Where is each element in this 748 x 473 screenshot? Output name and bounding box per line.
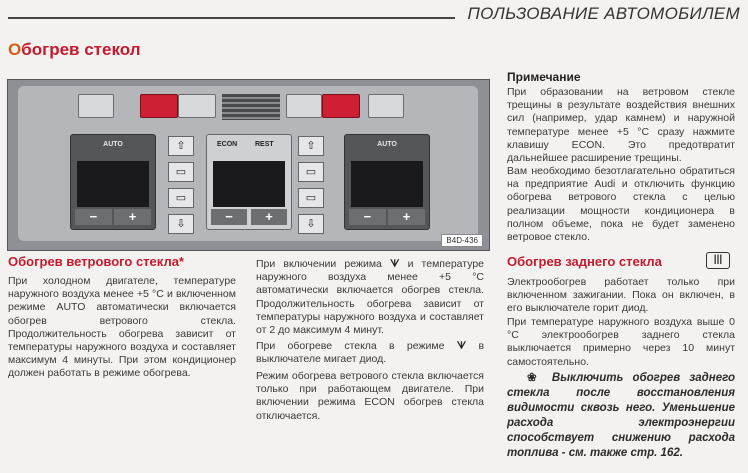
seat-heat-right-button — [368, 94, 404, 118]
windshield-p3-start: При обогреве стекла в режиме — [256, 340, 445, 352]
windshield-p2-start: При включении режима — [256, 258, 382, 270]
windshield-defrost-icon-2: ᗐ — [456, 341, 467, 352]
air-recirc-auto-button — [286, 94, 322, 118]
center-plus-button: + — [251, 209, 287, 225]
up-arrow-icon: ⇧ — [168, 136, 194, 156]
right-minus-button: − — [349, 209, 386, 225]
rear-paragraph-1: Электрообогрев работает только при включенном зажигании. Пока он включен, в его выключателе горит диод. — [507, 276, 735, 315]
center-control — [206, 134, 292, 230]
fan-icon: ▭ — [168, 162, 194, 182]
windshield-paragraph-4: Режим обогрева ветрового стекла включается только при работающем двигателе. При включении режима ECON обогрев стекла отключается. — [256, 370, 484, 422]
figure-label: B4D-436 — [441, 234, 483, 247]
windshield-heading: Обогрев ветрового стекла* — [8, 254, 184, 269]
windshield-paragraph-1: При холодном двигателе, температуре наружного воздуха менее +5 °C и включенном режиме AUTO автоматически включается обогрев ветрового стекла. Продолжительность обогрева зависит от температуры наружного воздуха и составляет максимум 4 минуты. При этом кондиционер должен работать в режиме обогрева. — [8, 275, 236, 380]
windshield-defrost-button — [140, 94, 178, 118]
left-temp-control — [70, 134, 156, 230]
center-minus-button: − — [211, 209, 247, 225]
note-heading: Примечание — [507, 70, 581, 84]
windshield-defrost-icon: ᗐ — [390, 259, 400, 270]
down-arrow-icon: ⇩ — [168, 214, 194, 234]
section-title-rest: богрев стекол — [21, 40, 141, 59]
windshield-paragraph-3 — [256, 340, 484, 366]
windshield-p3-end: в выключателе мигает диод. — [256, 340, 485, 366]
left-display — [77, 161, 149, 207]
note-paragraph-2: Вам необходимо безотлагательно обратиться на предприятие Audi и отключить функцию обогрева ветрового стекла с целью реализации мощности кондиционера в полном объеме, пока не будет заменено ветровое стекло. — [507, 165, 735, 244]
climate-panel-illustration — [7, 79, 490, 251]
section-title-initial: О — [8, 40, 22, 59]
center-display — [213, 161, 285, 207]
right-temp-control — [344, 134, 430, 230]
windshield-p2-end: и температуре наружного воздуха менее +5 °C автоматически включается обогрев стекла. Продолжительность обогрева зависит от температуры наружного воздуха и составляет от 2 до максимум 4 минут. — [256, 258, 485, 337]
recirculation-button — [178, 94, 216, 118]
right-fan-arrows — [296, 136, 326, 240]
rest-label: REST — [255, 141, 274, 148]
seat-heat-left-button — [78, 94, 114, 118]
center-vent — [222, 94, 280, 120]
rear-heading: Обогрев заднего стекла — [507, 254, 662, 269]
rear-window-heat-icon: ||| — [706, 252, 730, 269]
right-plus-button: + — [388, 209, 425, 225]
right-auto-label: AUTO — [377, 141, 397, 148]
left-plus-button: + — [114, 209, 151, 225]
fan-icon-right-2: ▭ — [298, 188, 324, 208]
rear-window-heat-button — [322, 94, 360, 118]
eco-tip-text: Выключить обогрев заднего стекла после восстановления видимости сквозь него. Уменьшение расхода электроэнергии способствует снижению расхода топлива - см. также стр. 162. — [507, 372, 735, 459]
rear-paragraph-2: При температуре наружного воздуха выше 0 °C электрообогрев заднего стекла выключается примерно через 10 минут самостоятельно. — [507, 316, 735, 368]
econ-label: ECON — [217, 141, 238, 148]
up-arrow-icon-right: ⇧ — [298, 136, 324, 156]
eco-flower-icon: ❀ — [527, 372, 543, 384]
section-title — [8, 40, 141, 60]
windshield-paragraph-2 — [256, 258, 484, 337]
right-display — [351, 161, 423, 207]
left-auto-label: AUTO — [103, 141, 123, 148]
left-fan-arrows — [166, 136, 196, 240]
fan-icon-right: ▭ — [298, 162, 324, 182]
fan-icon-2: ▭ — [168, 188, 194, 208]
eco-tip — [507, 371, 735, 461]
header-rule — [8, 17, 455, 19]
panel-body — [18, 86, 478, 241]
running-head: ПОЛЬЗОВАНИЕ АВТОМОБИЛЕМ — [467, 4, 740, 23]
left-minus-button: − — [75, 209, 112, 225]
note-paragraph-1: При образовании на ветровом стекле трещины в результате воздействия внешних сил (например, удар камнем) и наружной температуре менее +5 °C сразу нажмите клавишу ECON. Это предотвратит дальнейшее расширение трещины. — [507, 86, 735, 165]
down-arrow-icon-right: ⇩ — [298, 214, 324, 234]
